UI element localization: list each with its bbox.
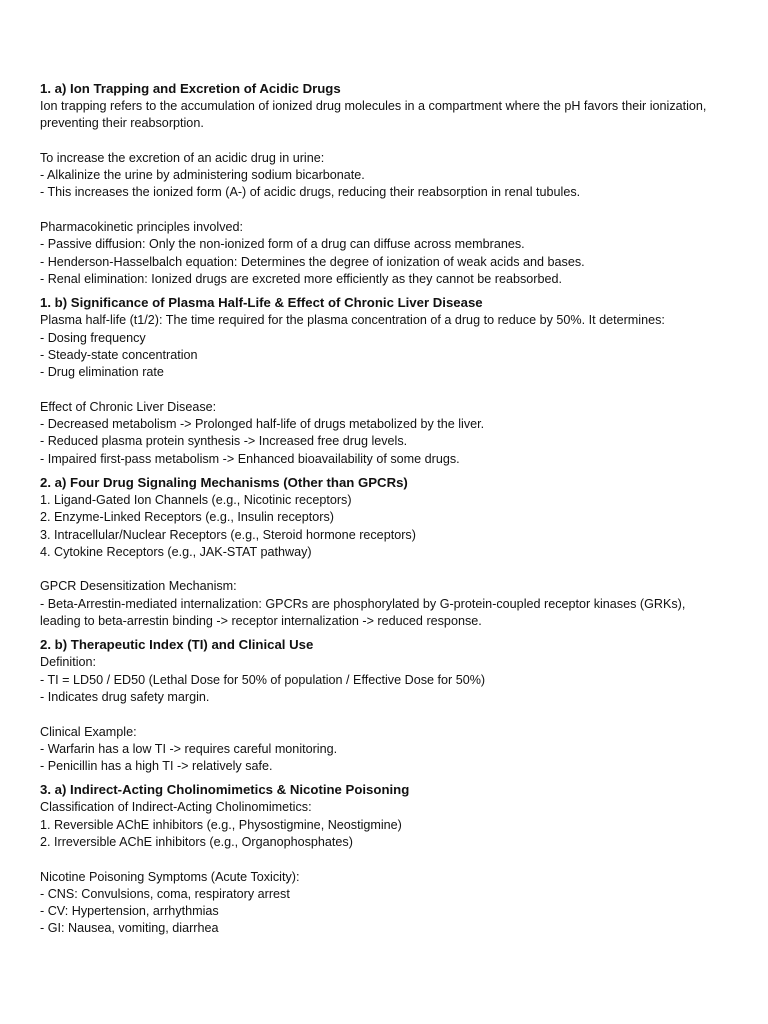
list-item: 2. Enzyme-Linked Receptors (e.g., Insulin receptors) <box>40 510 334 525</box>
list-item: 2. Irreversible AChE inhibitors (e.g., Organophosphates) <box>40 834 353 849</box>
list-item: - This increases the ionized form (A-) of acidic drugs, reducing their reabsorption in renal tubules. <box>40 185 581 200</box>
list-item: - Passive diffusion: Only the non-ionized form of a drug can diffuse across membranes. <box>40 237 525 252</box>
section-heading: 1. b) Significance of Plasma Half-Life & Effect of Chronic Liver Disease <box>40 295 483 311</box>
list-item: - Henderson-Hasselbalch equation: Determines the degree of ionization of weak acids and bases. <box>40 254 585 269</box>
list-item: - Impaired first-pass metabolism -> Enhanced bioavailability of some drugs. <box>40 451 460 466</box>
list-item: - Decreased metabolism -> Prolonged half-life of drugs metabolized by the liver. <box>40 417 485 432</box>
list-item: - Drug elimination rate <box>40 365 164 380</box>
list-item: - Renal elimination: Ionized drugs are excreted more efficiently as they cannot be reabsorbed. <box>40 271 563 286</box>
text-line: Definition: <box>40 655 97 670</box>
list-item: - Steady-state concentration <box>40 347 198 362</box>
list-item: - Indicates drug safety margin. <box>40 689 210 704</box>
list-item: 3. Intracellular/Nuclear Receptors (e.g., Steroid hormone receptors) <box>40 527 416 542</box>
document-page <box>40 80 740 938</box>
section-heading: 2. b) Therapeutic Index (TI) and Clinical Use <box>40 637 314 653</box>
list-item: - Warfarin has a low TI -> requires careful monitoring. <box>40 741 338 756</box>
text-line: GPCR Desensitization Mechanism: <box>40 579 237 594</box>
text-line: To increase the excretion of an acidic drug in urine: <box>40 150 325 165</box>
list-item: - CNS: Convulsions, coma, respiratory arrest <box>40 886 290 901</box>
section-therapeutic-index <box>40 636 740 775</box>
list-item: - Dosing frequency <box>40 330 146 345</box>
text-line: leading to beta-arrestin binding -> receptor internalization -> reduced response. <box>40 614 482 629</box>
list-item: - Penicillin has a high TI -> relatively safe. <box>40 759 273 774</box>
text-line: Effect of Chronic Liver Disease: <box>40 399 217 414</box>
section-heading: 1. a) Ion Trapping and Excretion of Acidic Drugs <box>40 81 341 96</box>
list-item: 1. Ligand-Gated Ion Channels (e.g., Nicotinic receptors) <box>40 492 352 507</box>
list-item: 4. Cytokine Receptors (e.g., JAK-STAT pathway) <box>40 544 312 559</box>
text-line: Pharmacokinetic principles involved: <box>40 220 243 235</box>
text-line: preventing their reabsorption. <box>40 116 204 131</box>
list-item: - Alkalinize the urine by administering sodium bicarbonate. <box>40 168 365 183</box>
section-heading: 2. a) Four Drug Signaling Mechanisms (Other than GPCRs) <box>40 474 408 490</box>
list-item: - CV: Hypertension, arrhythmias <box>40 904 219 919</box>
list-item: - Beta-Arrestin-mediated internalization: GPCRs are phosphorylated by G-protein-coupled receptor kinases (GRKs), <box>40 596 686 611</box>
section-signaling-mechanisms <box>40 474 740 630</box>
text-line: Plasma half-life (t1/2): The time required for the plasma concentration of a drug to reduce by 50%. It determines: <box>40 313 665 328</box>
text-line: Classification of Indirect-Acting Cholinomimetics: <box>40 800 312 815</box>
text-line: Nicotine Poisoning Symptoms (Acute Toxicity): <box>40 869 300 884</box>
text-line: Ion trapping refers to the accumulation of ionized drug molecules in a compartment where the pH favors their ionization, <box>40 99 707 113</box>
section-cholinomimetics <box>40 781 740 937</box>
list-item: - GI: Nausea, vomiting, diarrhea <box>40 921 219 936</box>
section-heading: 3. a) Indirect-Acting Cholinomimetics & Nicotine Poisoning <box>40 782 410 798</box>
text-line: Clinical Example: <box>40 724 137 739</box>
list-item: - Reduced plasma protein synthesis -> Increased free drug levels. <box>40 434 408 449</box>
section-ion-trapping <box>40 80 740 288</box>
list-item: - TI = LD50 / ED50 (Lethal Dose for 50% of population / Effective Dose for 50%) <box>40 672 486 687</box>
list-item: 1. Reversible AChE inhibitors (e.g., Physostigmine, Neostigmine) <box>40 817 402 832</box>
section-plasma-half-life <box>40 294 740 468</box>
